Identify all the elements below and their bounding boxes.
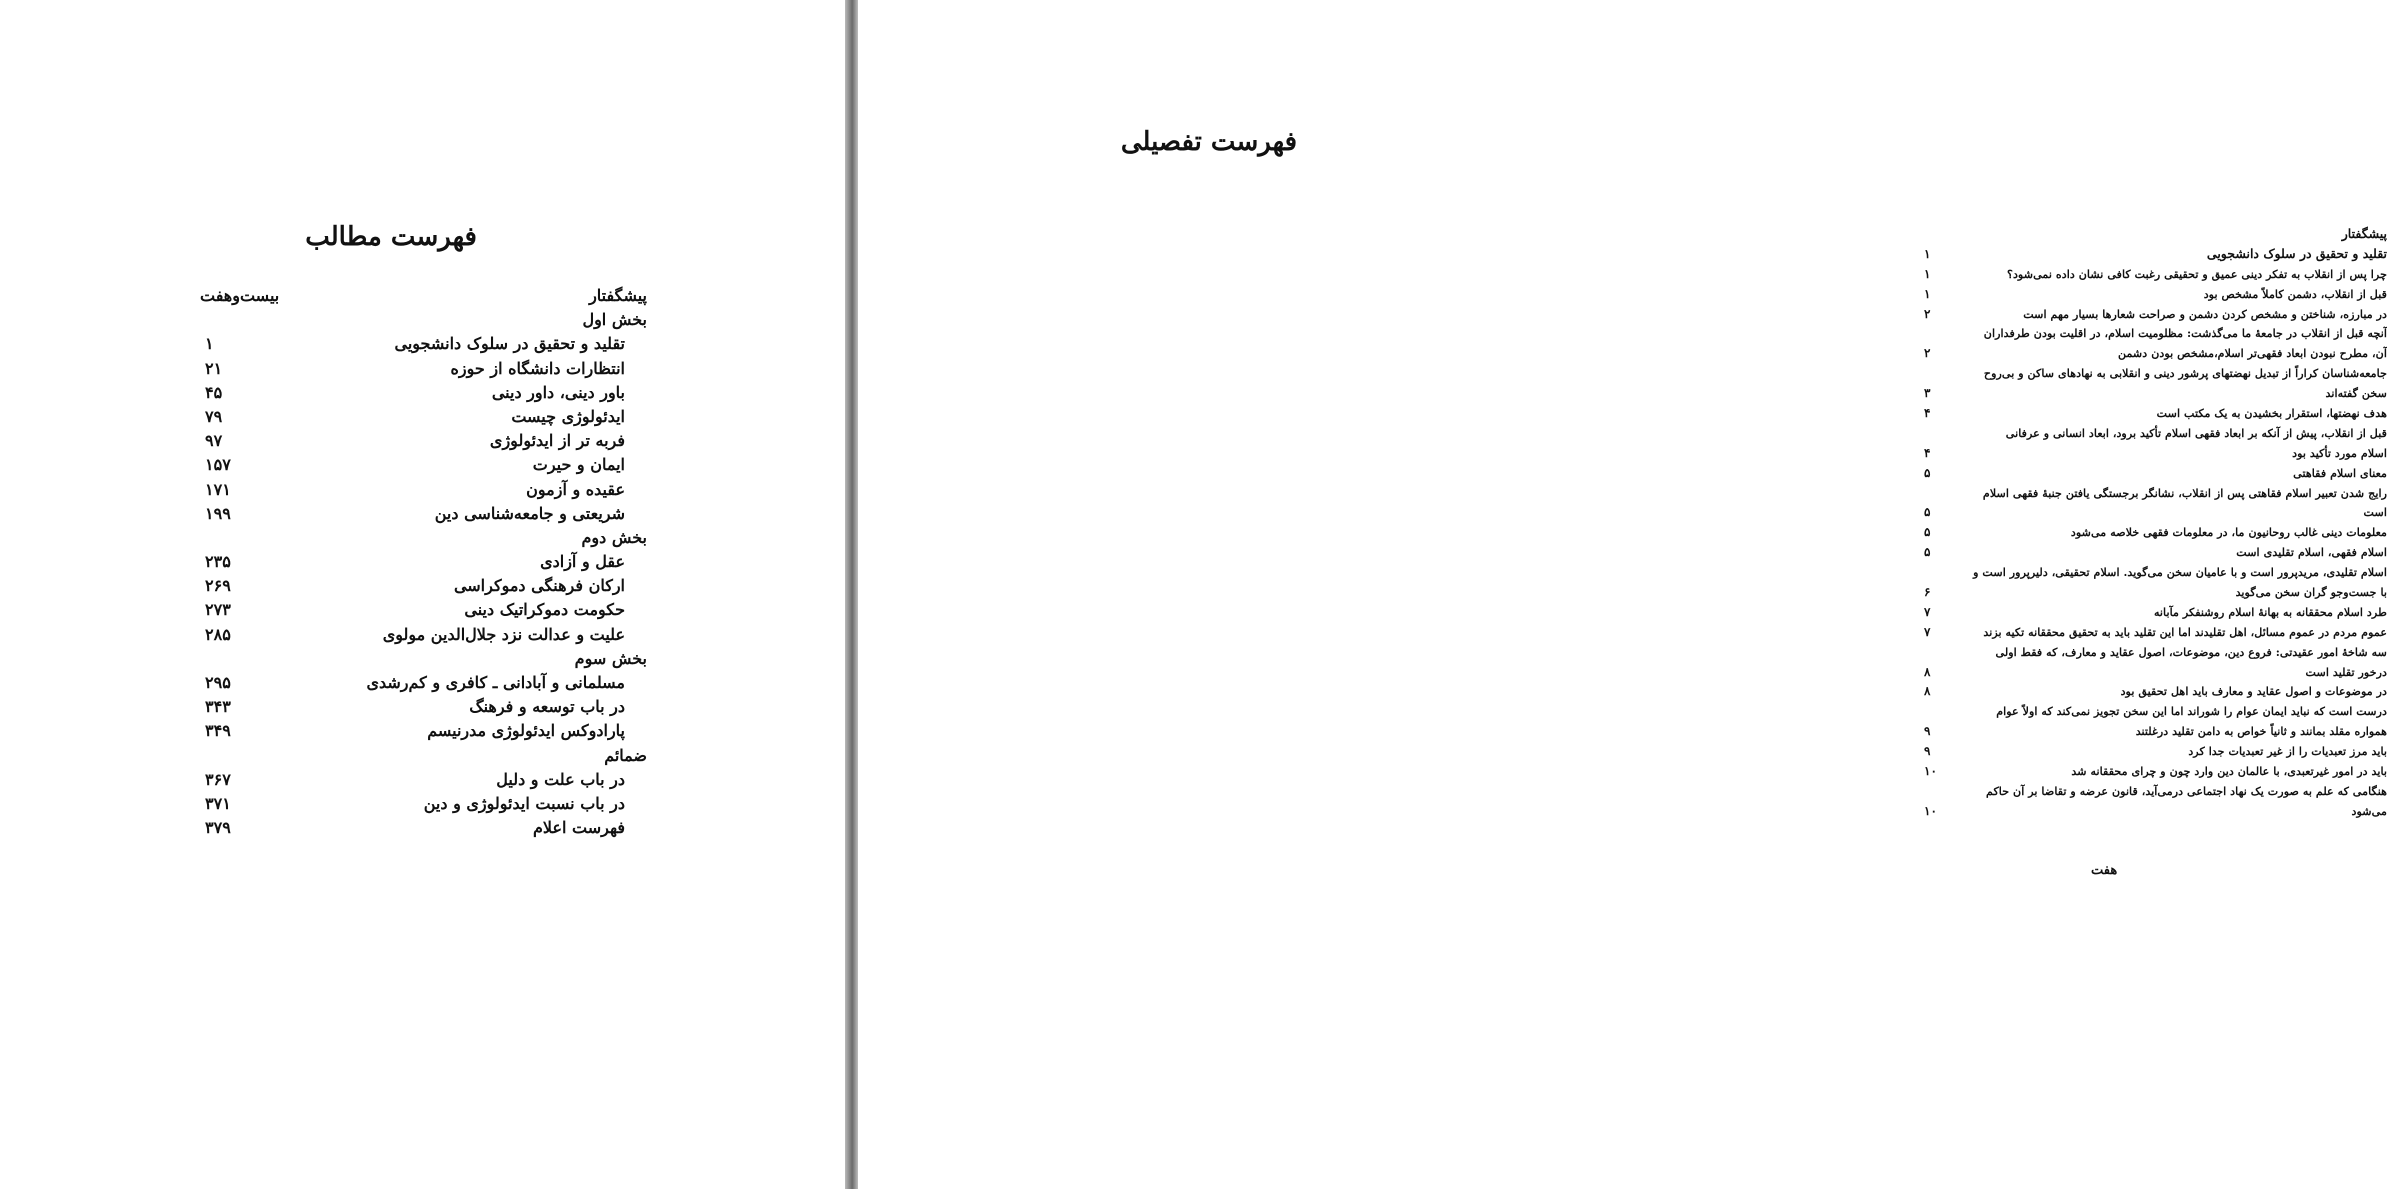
detailed-toc-line: [1924, 323, 2387, 343]
detailed-toc-line: [1924, 542, 2387, 562]
toc-entry-page: ۹۷: [205, 431, 223, 451]
detailed-toc-page: ۴: [1924, 406, 1931, 421]
toc-entry-page: ۲۳۵: [205, 552, 231, 572]
toc-entry-title: فربه تر از ایدئولوژی: [489, 431, 625, 451]
detailed-toc-text: است: [2363, 505, 2387, 520]
toc-entry-page: ۱۷۱: [205, 479, 231, 499]
detailed-toc-page: ۹: [1924, 724, 1931, 739]
detailed-toc-page: ۵: [1924, 545, 1931, 560]
toc-entry: [205, 574, 625, 598]
toc-entry-title: بخش اول: [582, 310, 647, 330]
toc-entry-page: ۲۸۵: [205, 624, 231, 644]
detailed-toc-page: ۹: [1924, 744, 1931, 759]
detailed-toc-line: [1924, 602, 2387, 622]
detailed-toc-line: [1924, 363, 2387, 383]
toc-entry-title: شریعتی و جامعه‌شناسی دین: [434, 503, 625, 523]
detailed-toc-page: ۵: [1924, 525, 1931, 540]
toc-entry: [205, 598, 625, 622]
toc-entry: [205, 429, 625, 453]
toc-entry-title: در باب توسعه و فرهنگ: [469, 697, 625, 717]
toc-entry-title: انتظارات دانشگاه از حوزه: [450, 358, 625, 378]
detailed-toc-line: [1924, 642, 2387, 662]
toc-entry: [205, 453, 625, 477]
detailed-toc-page: ۲: [1924, 346, 1931, 361]
detailed-toc-line: [1924, 781, 2387, 801]
toc-entry-page: ۱: [205, 334, 214, 354]
detailed-toc-line: [1924, 662, 2387, 682]
left-page: [0, 0, 845, 1189]
detailed-toc-text: باید در امور غیرتعبدی، با عالمان دین وارد چون و چرای محققانه شد: [2071, 764, 2387, 779]
toc-entry: [205, 502, 625, 526]
toc-entry-title: مسلمانی و آبادانی ـ کافری و کم‌رشدی: [366, 673, 625, 692]
detailed-toc-text: درست است که نباید ایمان عوام را شوراند اما این سخن تجویز نمی‌کند که اولاً عوام: [1996, 704, 2387, 719]
detailed-toc-text: قبل از انقلاب، پیش از آنکه بر ابعاد فقهی اسلام تأکید برود، ابعاد انسانی و عرفانی: [2005, 425, 2387, 440]
toc-entry-page: ۱۵۷: [205, 455, 231, 475]
toc-entry-page: بیست‌وهفت: [200, 286, 280, 305]
toc-entry-page: ۳۷۹: [205, 818, 231, 838]
detailed-toc-line: [1924, 582, 2387, 602]
table-of-contents: [200, 284, 647, 840]
toc-entry-page: ۱۹۹: [205, 503, 231, 523]
toc-entry-title: حکومت دموکراتیک دینی: [464, 600, 625, 620]
toc-entry-page: ۳۷۱: [205, 793, 231, 813]
toc-entry: [205, 671, 625, 695]
detailed-toc-text: معلومات دینی غالب روحانیون ما، در معلومات فقهی خلاصه می‌شود: [2070, 525, 2387, 540]
detailed-toc-page: ۱۰: [1924, 803, 1937, 818]
toc-entry: [205, 623, 625, 647]
toc-entry: [205, 332, 625, 356]
toc-entry-title: ایمان و حیرت: [532, 455, 625, 475]
detailed-toc-line: [1924, 701, 2387, 721]
toc-entry-page: ۲۱: [205, 358, 223, 378]
toc-entry: [205, 405, 625, 429]
detailed-toc-page: ۷: [1924, 604, 1931, 619]
detailed-toc-line: [1924, 681, 2387, 701]
detailed-toc-page: ۷: [1924, 624, 1931, 639]
detailed-toc-page: ۱۰: [1924, 764, 1937, 779]
detailed-toc-page: ۳: [1924, 386, 1931, 401]
detailed-toc-page: ۲: [1924, 306, 1931, 321]
detailed-toc-text: قبل از انقلاب، دشمن کاملاً مشخص بود: [2203, 286, 2387, 301]
detailed-toc-line: [1924, 741, 2387, 761]
detailed-toc-text: هدف نهضتها، استقرار بخشیدن به یک مکتب است: [2156, 406, 2387, 421]
toc-entry-title: پیشگفتار: [589, 286, 647, 305]
detailed-toc-line: [1924, 463, 2387, 483]
detailed-toc-page: ۸: [1924, 664, 1931, 679]
detailed-toc-line: [1924, 284, 2387, 304]
detailed-toc-line: [1924, 761, 2387, 781]
detailed-toc-line: [1924, 721, 2387, 741]
detailed-table-of-contents: [1924, 224, 2387, 821]
toc-entry-title: ضمائم: [604, 745, 647, 765]
detailed-toc-text: آن، مطرح نبودن ابعاد فقهی‌تر اسلام،مشخص بودن دشمن: [2117, 346, 2387, 361]
detailed-toc-text: در موضوعات و اصول عقاید و معارف باید اهل تحقیق بود: [2120, 684, 2387, 699]
detailed-toc-line: [1924, 502, 2387, 522]
detailed-toc-page: ۸: [1924, 684, 1931, 699]
detailed-toc-page: ۱: [1924, 286, 1931, 301]
page-number-footer: هفت: [2091, 863, 2118, 878]
detailed-toc-text: همواره مقلد بمانند و ثانیاً خواص به دامن تقلید درغلتند: [2135, 724, 2387, 739]
toc-entry: [205, 478, 625, 502]
detailed-toc-heading: [1924, 224, 2387, 244]
toc-part-heading: [205, 647, 647, 671]
detailed-toc-page: ۴: [1924, 445, 1931, 460]
detailed-toc-page: ۵: [1924, 465, 1931, 480]
detailed-toc-line: [1924, 343, 2387, 363]
toc-entry-page: ۳۴۳: [205, 697, 231, 717]
detailed-toc-text: اسلام مورد تأکید بود: [2292, 445, 2387, 460]
toc-entry-title: عقیده و آزمون: [526, 479, 625, 499]
toc-entry-page: ۲۷۳: [205, 600, 231, 620]
detailed-toc-page: ۶: [1924, 585, 1931, 600]
toc-entry: [205, 719, 625, 743]
toc-entry-title: ارکان فرهنگی دموکراسی: [453, 576, 625, 596]
page-title-detailed-contents: فهرست تفصیلی: [1120, 127, 1297, 157]
detailed-toc-text: چرا پس از انقلاب به تفکر دینی عمیق و تحقیقی رغبت کافی نشان داده نمی‌شود؟: [2007, 266, 2387, 281]
toc-entry: [205, 792, 625, 816]
detailed-toc-text: رایج شدن تعبیر اسلام فقاهتی پس از انقلاب، نشانگر برجستگی یافتن جنبهٔ فقهی اسلام: [1982, 485, 2387, 500]
toc-entry-page: ۲۶۹: [205, 576, 231, 596]
detailed-toc-line: [1924, 522, 2387, 542]
toc-entry-title: تقلید و تحقیق در سلوک دانشجویی: [394, 334, 625, 354]
detailed-toc-line: [1924, 304, 2387, 324]
detailed-toc-text: در مبارزه، شناختن و مشخص کردن دشمن و صراحت شعارها بسیار مهم است: [2023, 306, 2387, 321]
page-title-contents: فهرست مطالب: [305, 222, 477, 252]
toc-entry-page: ۳۴۹: [205, 721, 231, 741]
book-gutter: [845, 0, 858, 1189]
detailed-toc-text: باید مرز تعبدیات را از غیر تعبدیات جدا کرد: [2188, 744, 2387, 759]
detailed-toc-line: [1924, 383, 2387, 403]
detailed-toc-text: سه شاخهٔ امور عقیدتی: فروع دین، موضوعات، اصول عقاید و معارف، که فقط اولی: [1995, 644, 2387, 659]
right-page: [858, 0, 2387, 1189]
detailed-toc-line: [1924, 403, 2387, 423]
toc-entry-title: بخش دوم: [581, 527, 647, 547]
toc-entry-title: عقل و آزادی: [540, 552, 625, 572]
toc-entry: [205, 550, 625, 574]
detailed-toc-text: با جست‌وجو گران سخن می‌گوید: [2235, 585, 2387, 600]
detailed-toc-line: [1924, 622, 2387, 642]
detailed-toc-text: اسلام تقلیدی، مریدپرور است و با عامیان سخن می‌گوید. اسلام تحقیقی، دلیرپرور است و: [1973, 565, 2387, 580]
detailed-toc-page: ۱: [1924, 266, 1931, 281]
detailed-toc-page: ۵: [1924, 505, 1931, 520]
detailed-toc-line: [1924, 562, 2387, 582]
toc-part-heading: [205, 308, 647, 332]
toc-entry: [205, 381, 625, 405]
detailed-toc-text: اسلام فقهی، اسلام تقلیدی است: [2236, 545, 2387, 560]
detailed-toc-line: [1924, 423, 2387, 443]
detailed-toc-text: درخور تقلید است: [2305, 664, 2387, 679]
detailed-toc-text: طرد اسلام محققانه به بهانهٔ اسلام روشنفکر مآبانه: [2153, 604, 2387, 619]
toc-entry: [205, 768, 625, 792]
detailed-toc-line: [1924, 443, 2387, 463]
detailed-toc-line: [1924, 801, 2387, 821]
detailed-toc-text: پیشگفتار: [2341, 226, 2387, 241]
detailed-toc-text: سخن گفته‌اند: [2325, 386, 2387, 401]
toc-entry: [200, 284, 647, 308]
toc-entry-title: بخش سوم: [574, 648, 647, 668]
detailed-toc-page: ۱: [1924, 246, 1931, 261]
toc-entry-title: ایدئولوژی چیست: [511, 406, 625, 426]
toc-part-heading: [205, 526, 647, 550]
detailed-toc-text: معنای اسلام فقاهتی: [2293, 465, 2387, 480]
detailed-toc-text: هنگامی که علم به صورت یک نهاد اجتماعی درمی‌آید، قانون عرضه و تقاضا بر آن حاکم: [1986, 783, 2387, 798]
detailed-toc-text: تقلید و تحقیق در سلوک دانشجویی: [2206, 245, 2387, 261]
toc-entry-title: در باب نسبت ایدئولوژی و دین: [423, 793, 625, 813]
toc-entry: [205, 357, 625, 381]
detailed-toc-text: آنچه قبل از انقلاب در جامعهٔ ما می‌گذشت: مظلومیت اسلام، در اقلیت بودن طرفداران: [1983, 326, 2387, 341]
toc-entry: [205, 695, 625, 719]
toc-entry-title: در باب علت و دلیل: [496, 769, 625, 789]
detailed-toc-heading: [1924, 244, 2387, 264]
toc-entry: [205, 816, 625, 840]
detailed-toc-text: عموم مردم در عموم مسائل، اهل تقلیدند اما این تقلید باید به تحقیق محققانه تکیه بزند: [1983, 624, 2387, 639]
toc-entry-page: ۷۹: [205, 406, 223, 426]
toc-entry-title: علیت و عدالت نزد جلال‌الدین مولوی: [382, 624, 625, 644]
detailed-toc-text: جامعه‌شناسان کراراً از تبدیل نهضتهای پرشور دینی و انقلابی به نهادهای ساکن و بی‌روح: [1983, 366, 2387, 381]
detailed-toc-line: [1924, 264, 2387, 284]
toc-entry-page: ۳۶۷: [205, 769, 231, 789]
toc-entry-title: فهرست اعلام: [533, 818, 625, 838]
detailed-toc-text: می‌شود: [2351, 803, 2387, 818]
toc-entry-page: ۲۹۵: [205, 673, 231, 692]
detailed-toc-line: [1924, 483, 2387, 503]
toc-entry-title: باور دینی، داور دینی: [491, 382, 625, 402]
toc-entry-page: ۴۵: [205, 382, 223, 402]
toc-part-heading: [205, 744, 647, 768]
toc-entry-title: پارادوکس ایدئولوژی مدرنیسم: [427, 721, 625, 741]
